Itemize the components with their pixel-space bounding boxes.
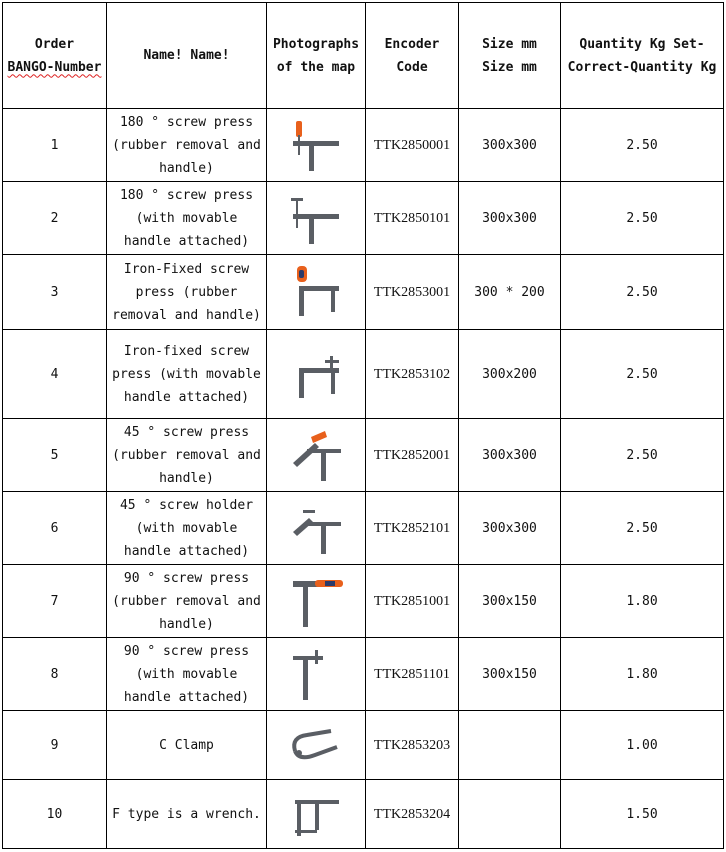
table-row	[3, 255, 724, 330]
clamp-180-steel-icon	[267, 190, 365, 246]
product-photo	[267, 109, 366, 182]
clamp-45-steel-icon	[267, 500, 365, 556]
encoder-code: TTK2853102	[366, 330, 459, 419]
clamp-fixed-steel-icon	[267, 346, 365, 402]
size-value: 300x300	[459, 492, 561, 565]
product-photo	[267, 182, 366, 255]
product-photo	[267, 330, 366, 419]
order-number: 4	[3, 330, 107, 419]
order-header-sub: BANGO-Number	[7, 59, 102, 75]
product-name: 180 ° screw press (with movable handle attached)	[107, 182, 267, 255]
encoder-code: TTK2853203	[366, 711, 459, 780]
table-row	[3, 780, 724, 849]
product-photo	[267, 565, 366, 638]
order-number: 2	[3, 182, 107, 255]
quantity-value: 1.80	[561, 565, 724, 638]
product-name: 90 ° screw press (with movable handle attached)	[107, 638, 267, 711]
size-value: 300x150	[459, 565, 561, 638]
order-number: 10	[3, 780, 107, 849]
size-value: 300x150	[459, 638, 561, 711]
quantity-value: 2.50	[561, 330, 724, 419]
order-number: 8	[3, 638, 107, 711]
table-row	[3, 492, 724, 565]
quantity-value: 2.50	[561, 109, 724, 182]
product-photo	[267, 780, 366, 849]
clamp-fixed-orange-icon	[267, 264, 365, 320]
code-header: Encoder Code	[366, 3, 459, 109]
clamp-180-orange-icon	[267, 117, 365, 173]
quantity-value: 2.50	[561, 419, 724, 492]
size-value: 300x300	[459, 182, 561, 255]
clamp-45-orange-icon	[267, 427, 365, 483]
product-photo	[267, 255, 366, 330]
order-number: 9	[3, 711, 107, 780]
size-value: 300 * 200	[459, 255, 561, 330]
encoder-code: TTK2852001	[366, 419, 459, 492]
size-value	[459, 711, 561, 780]
product-name: Iron-fixed screw press (with movable handle attached)	[107, 330, 267, 419]
encoder-code: TTK2853001	[366, 255, 459, 330]
encoder-code: TTK2850001	[366, 109, 459, 182]
table-row	[3, 182, 724, 255]
order-number: 6	[3, 492, 107, 565]
photo-header: Photographs of the map	[267, 3, 366, 109]
product-photo	[267, 711, 366, 780]
encoder-code: TTK2852101	[366, 492, 459, 565]
order-header	[3, 3, 107, 109]
quantity-value: 2.50	[561, 182, 724, 255]
table-row	[3, 109, 724, 182]
order-number: 1	[3, 109, 107, 182]
table-row	[3, 330, 724, 419]
product-photo	[267, 638, 366, 711]
quantity-value: 1.00	[561, 711, 724, 780]
order-number: 3	[3, 255, 107, 330]
size-value: 300x300	[459, 109, 561, 182]
f-clamp-icon	[267, 786, 365, 842]
product-photo	[267, 492, 366, 565]
table-row	[3, 638, 724, 711]
order-header-label: Order	[34, 36, 75, 52]
size-value: 300x200	[459, 330, 561, 419]
order-number: 7	[3, 565, 107, 638]
encoder-code: TTK2851001	[366, 565, 459, 638]
product-name: Iron-Fixed screw press (rubber removal and handle)	[107, 255, 267, 330]
header-row	[3, 3, 724, 109]
product-photo	[267, 419, 366, 492]
product-table	[2, 2, 724, 849]
encoder-code: TTK2853204	[366, 780, 459, 849]
c-clamp-icon	[267, 717, 365, 773]
table-row	[3, 711, 724, 780]
clamp-90-steel-icon	[267, 646, 365, 702]
table-row	[3, 419, 724, 492]
quantity-value: 2.50	[561, 492, 724, 565]
product-name: 45 ° screw press (rubber removal and handle)	[107, 419, 267, 492]
product-name: 90 ° screw press (rubber removal and handle)	[107, 565, 267, 638]
qty-header: Quantity Kg Set-Correct-Quantity Kg	[561, 3, 724, 109]
encoder-code: TTK2850101	[366, 182, 459, 255]
product-name: 180 ° screw press (rubber removal and handle)	[107, 109, 267, 182]
product-name: C Clamp	[107, 711, 267, 780]
product-name: F type is a wrench.	[107, 780, 267, 849]
size-value	[459, 780, 561, 849]
quantity-value: 2.50	[561, 255, 724, 330]
size-header: Size mm Size mm	[459, 3, 561, 109]
table-row	[3, 565, 724, 638]
order-number: 5	[3, 419, 107, 492]
clamp-90-orange-icon	[267, 573, 365, 629]
name-header: Name! Name!	[107, 3, 267, 109]
quantity-value: 1.50	[561, 780, 724, 849]
size-value: 300x300	[459, 419, 561, 492]
encoder-code: TTK2851101	[366, 638, 459, 711]
quantity-value: 1.80	[561, 638, 724, 711]
product-name: 45 ° screw holder (with movable handle attached)	[107, 492, 267, 565]
